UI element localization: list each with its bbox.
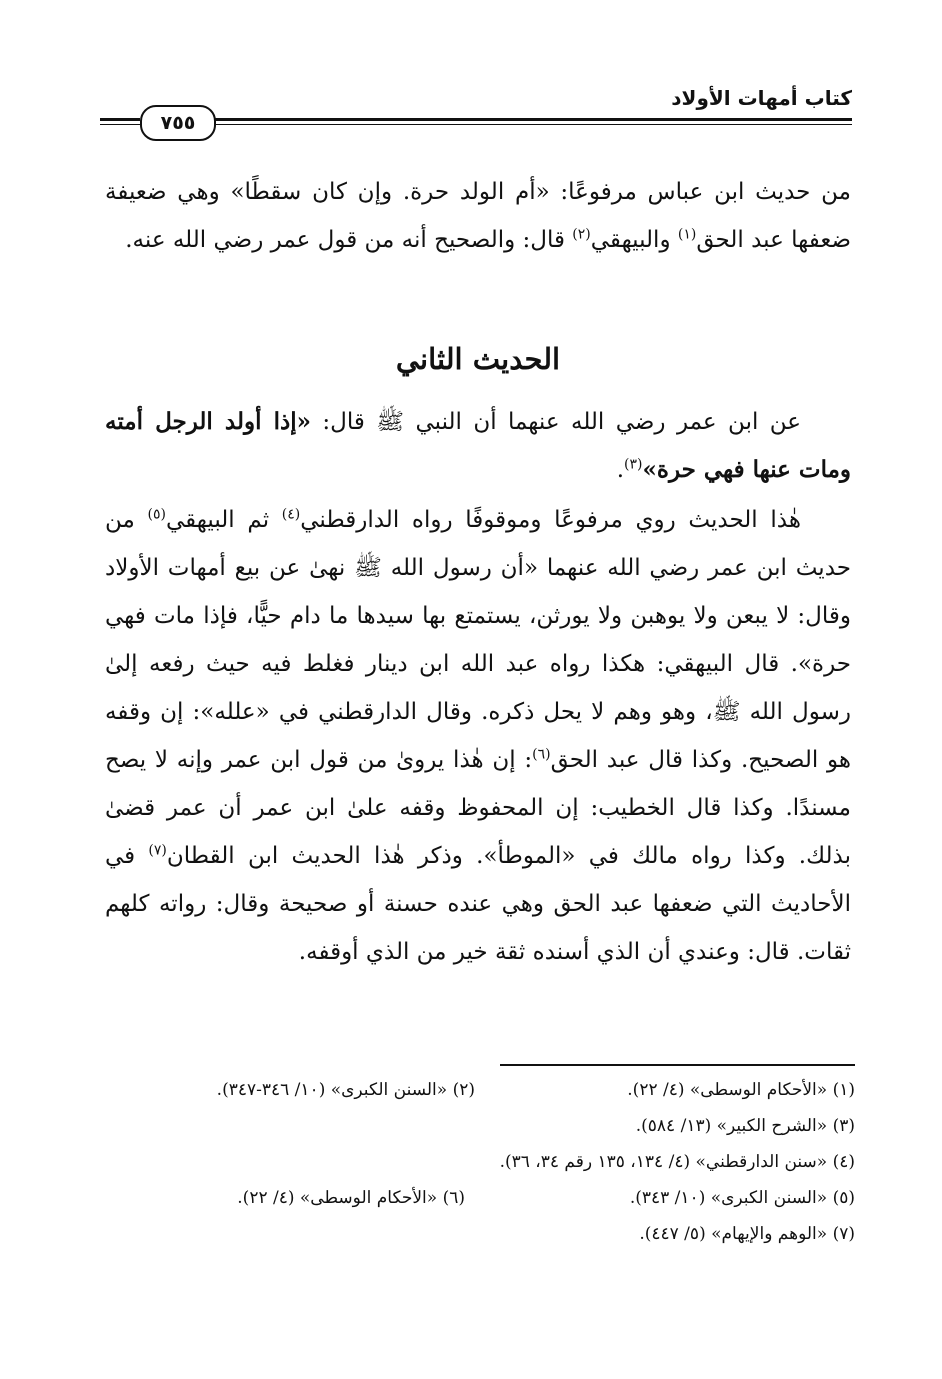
footnote-5: (٥) «السنن الكبرى» (١٠/ ٣٤٣).: [629, 1188, 855, 1208]
footnote-ref: (٥): [147, 506, 166, 523]
paragraph-text: : إن هٰذا يروىٰ من قول ابن عمر وإنه لا يصح مسندًا. وكذا قال الخطيب: إن المحفوظ وقفه علىٰ ابن عمر أن عمر قضىٰ بذلك. وكذا رواه مالك في «الموطأ». وذكر هٰذا الحديث ابن القطان: [105, 747, 851, 869]
paragraph-text: في الأحاديث التي ضعفها عبد الحق وهي عنده حسنة أو صحيحة وقال: رواته كلهم ثقات. قال: وعندي أن الذي أسنده ثقة خير من الذي أوقفه.: [105, 843, 851, 965]
header-rule: [100, 118, 140, 121]
page-header: [100, 86, 852, 136]
footnote-4: (٤) «سنن الدارقطني» (٤/ ١٣٤، ١٣٥ رقم ٣٤، ٣٦).: [499, 1152, 855, 1172]
footnote-6: (٦) «الأحكام الوسطى» (٤/ ٢٢).: [237, 1188, 465, 1208]
footnote-separator: [500, 1064, 855, 1066]
paragraph-text: قال: والصحيح أنه من قول عمر رضي الله عنه.: [125, 227, 573, 253]
paragraph-text: .: [616, 457, 625, 483]
paragraph-text: والبيهقي: [590, 227, 678, 253]
footnote-1: (١) «الأحكام الوسطى» (٤/ ٢٢).: [627, 1080, 855, 1100]
hadith-quote: «إذا أولد الرجل أمته ومات عنها فهي حرة»: [105, 408, 851, 483]
footnote-ref: (٧): [148, 842, 167, 859]
footnote-ref: (٦): [532, 746, 551, 763]
footnote-ref: (١): [677, 226, 697, 243]
page-number: ٧٥٥: [140, 105, 216, 141]
section-heading: الحديث الثاني: [395, 342, 561, 376]
footnote-ref: (٣): [624, 456, 643, 473]
paragraph-continuation: [105, 168, 851, 264]
header-rule: [200, 118, 852, 121]
footnote-ref: (٢): [572, 226, 591, 243]
footnote-2: (٢) «السنن الكبرى» (١٠/ ٣٤٦-٣٤٧).: [216, 1080, 475, 1100]
paragraph-text: ثم البيهقي: [166, 507, 282, 533]
header-rule: [200, 124, 852, 125]
header-rule: [100, 124, 140, 125]
commentary-paragraph: [105, 496, 851, 976]
paragraph-text: من حديث ابن عباس مرفوعًا: «أم الولد حرة. وإن كان سقطًا» وهي ضعيفة ضعفها عبد الحق: [105, 179, 851, 253]
footnote-ref: (٤): [281, 506, 301, 523]
hadith-paragraph: [105, 398, 851, 494]
book-title: كتاب أمهات الأولاد: [671, 86, 852, 110]
paragraph-text: عن ابن عمر رضي الله عنهما أن النبي ﷺ قال:: [311, 409, 801, 435]
footnote-7: (٧) «الوهم والإيهام» (٥/ ٤٤٧).: [639, 1224, 855, 1244]
paragraph-text: من حديث ابن عمر رضي الله عنهما «أن رسول الله ﷺ نهىٰ عن بيع أمهات الأولاد وقال: لا يبعن ولا يوهبن ولا يورثن، يستمتع بها سيدها ما دام حيًّا، فإذا مات فهي حرة». قال البيهقي: هكذا رواه عبد الله ابن دينار فغلط فيه حيث رفعه إلىٰ رسول الله ﷺ، وهو وهم لا يحل ذكره. وقال الدارقطني في «علله»: إن وقفه هو الصحيح. وكذا قال عبد الحق: [105, 507, 851, 773]
footnotes: [100, 1072, 855, 1252]
footnote-3: (٣) «الشرح الكبير» (١٣/ ٥٨٤).: [635, 1116, 855, 1136]
paragraph-text: هٰذا الحديث روي مرفوعًا وموقوفًا رواه الدارقطني: [300, 507, 801, 533]
